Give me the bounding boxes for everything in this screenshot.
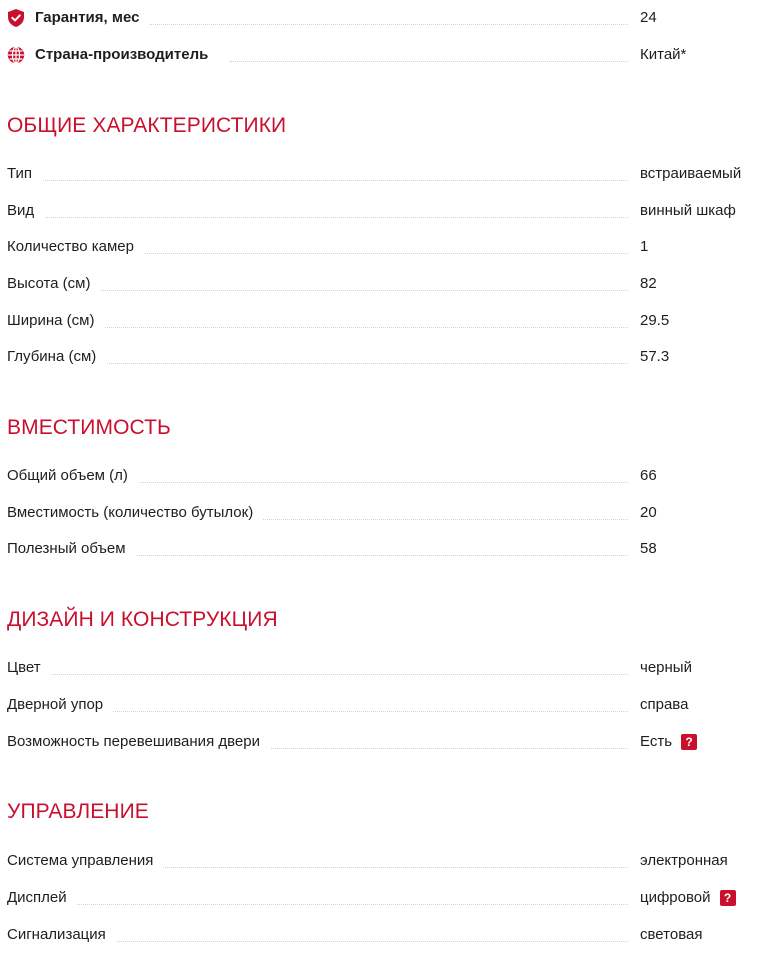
- spec-label: Возможность перевешивания двери: [7, 728, 270, 756]
- spec-value: 29.5: [640, 312, 670, 329]
- spec-value: 57.3: [640, 348, 670, 365]
- spec-value: световая: [640, 926, 703, 943]
- spec-row: [0, 921, 762, 949]
- spec-row: [0, 270, 762, 298]
- spec-label: Сигнализация: [7, 921, 116, 949]
- spec-row: [0, 535, 762, 563]
- globe-icon: [7, 46, 25, 64]
- spec-value: электронная: [640, 852, 728, 869]
- spec-value: [640, 728, 697, 756]
- spec-value: черный: [640, 659, 692, 676]
- spec-label: Цвет: [7, 654, 51, 682]
- spec-row: [0, 462, 762, 490]
- spec-value: [640, 884, 736, 912]
- spec-value: встраиваемый: [640, 165, 742, 182]
- spec-row: [0, 343, 762, 371]
- shield-check-icon: [7, 9, 25, 27]
- section-title-control: УПРАВЛЕНИЕ: [7, 800, 149, 823]
- spec-label: Количество камер: [7, 233, 144, 261]
- spec-label: Ширина (см): [7, 307, 104, 335]
- section-title-capacity: ВМЕСТИМОСТЬ: [7, 416, 171, 439]
- help-question-icon[interactable]: ?: [681, 734, 697, 750]
- section-title-general: ОБЩИЕ ХАРАКТЕРИСТИКИ: [7, 114, 287, 137]
- spec-value: 24: [640, 9, 657, 26]
- spec-value: Китай*: [640, 46, 687, 63]
- spec-value: 20: [640, 504, 657, 521]
- spec-label: Вместимость (количество бутылок): [7, 499, 263, 527]
- spec-row: [0, 654, 762, 682]
- spec-label: Дисплей: [7, 884, 77, 912]
- spec-value: справа: [640, 696, 689, 713]
- spec-value: 1: [640, 238, 649, 255]
- spec-label: Дверной упор: [7, 691, 113, 719]
- spec-label: Высота (см): [7, 270, 100, 298]
- spec-value-text: Есть: [640, 733, 673, 750]
- spec-row-country: [0, 41, 762, 69]
- spec-label: Тип: [7, 160, 42, 188]
- spec-value-text: цифровой: [640, 889, 711, 906]
- spec-row: [0, 233, 762, 261]
- spec-label: Система управления: [7, 847, 163, 875]
- spec-row: [0, 307, 762, 335]
- spec-value: 82: [640, 275, 657, 292]
- dotted-leader: [150, 24, 628, 25]
- spec-value: 58: [640, 540, 657, 557]
- spec-label: Полезный объем: [7, 535, 136, 563]
- spec-label: Страна-производитель: [35, 46, 209, 63]
- spec-value: винный шкаф: [640, 202, 736, 219]
- spec-row: [0, 197, 762, 225]
- help-question-icon[interactable]: ?: [720, 890, 736, 906]
- spec-label: Вид: [7, 197, 44, 225]
- spec-label: Гарантия, мес: [35, 9, 140, 26]
- spec-row: [0, 884, 762, 912]
- spec-row: [0, 728, 762, 756]
- spec-row: [0, 160, 762, 188]
- spec-label: Глубина (см): [7, 343, 106, 371]
- section-title-design: ДИЗАЙН И КОНСТРУКЦИЯ: [7, 608, 278, 631]
- spec-value: 66: [640, 467, 657, 484]
- spec-row-warranty: [0, 4, 762, 32]
- dotted-leader: [230, 61, 628, 62]
- spec-row: [0, 847, 762, 875]
- spec-row: [0, 499, 762, 527]
- spec-row: [0, 691, 762, 719]
- spec-label: Общий объем (л): [7, 462, 138, 490]
